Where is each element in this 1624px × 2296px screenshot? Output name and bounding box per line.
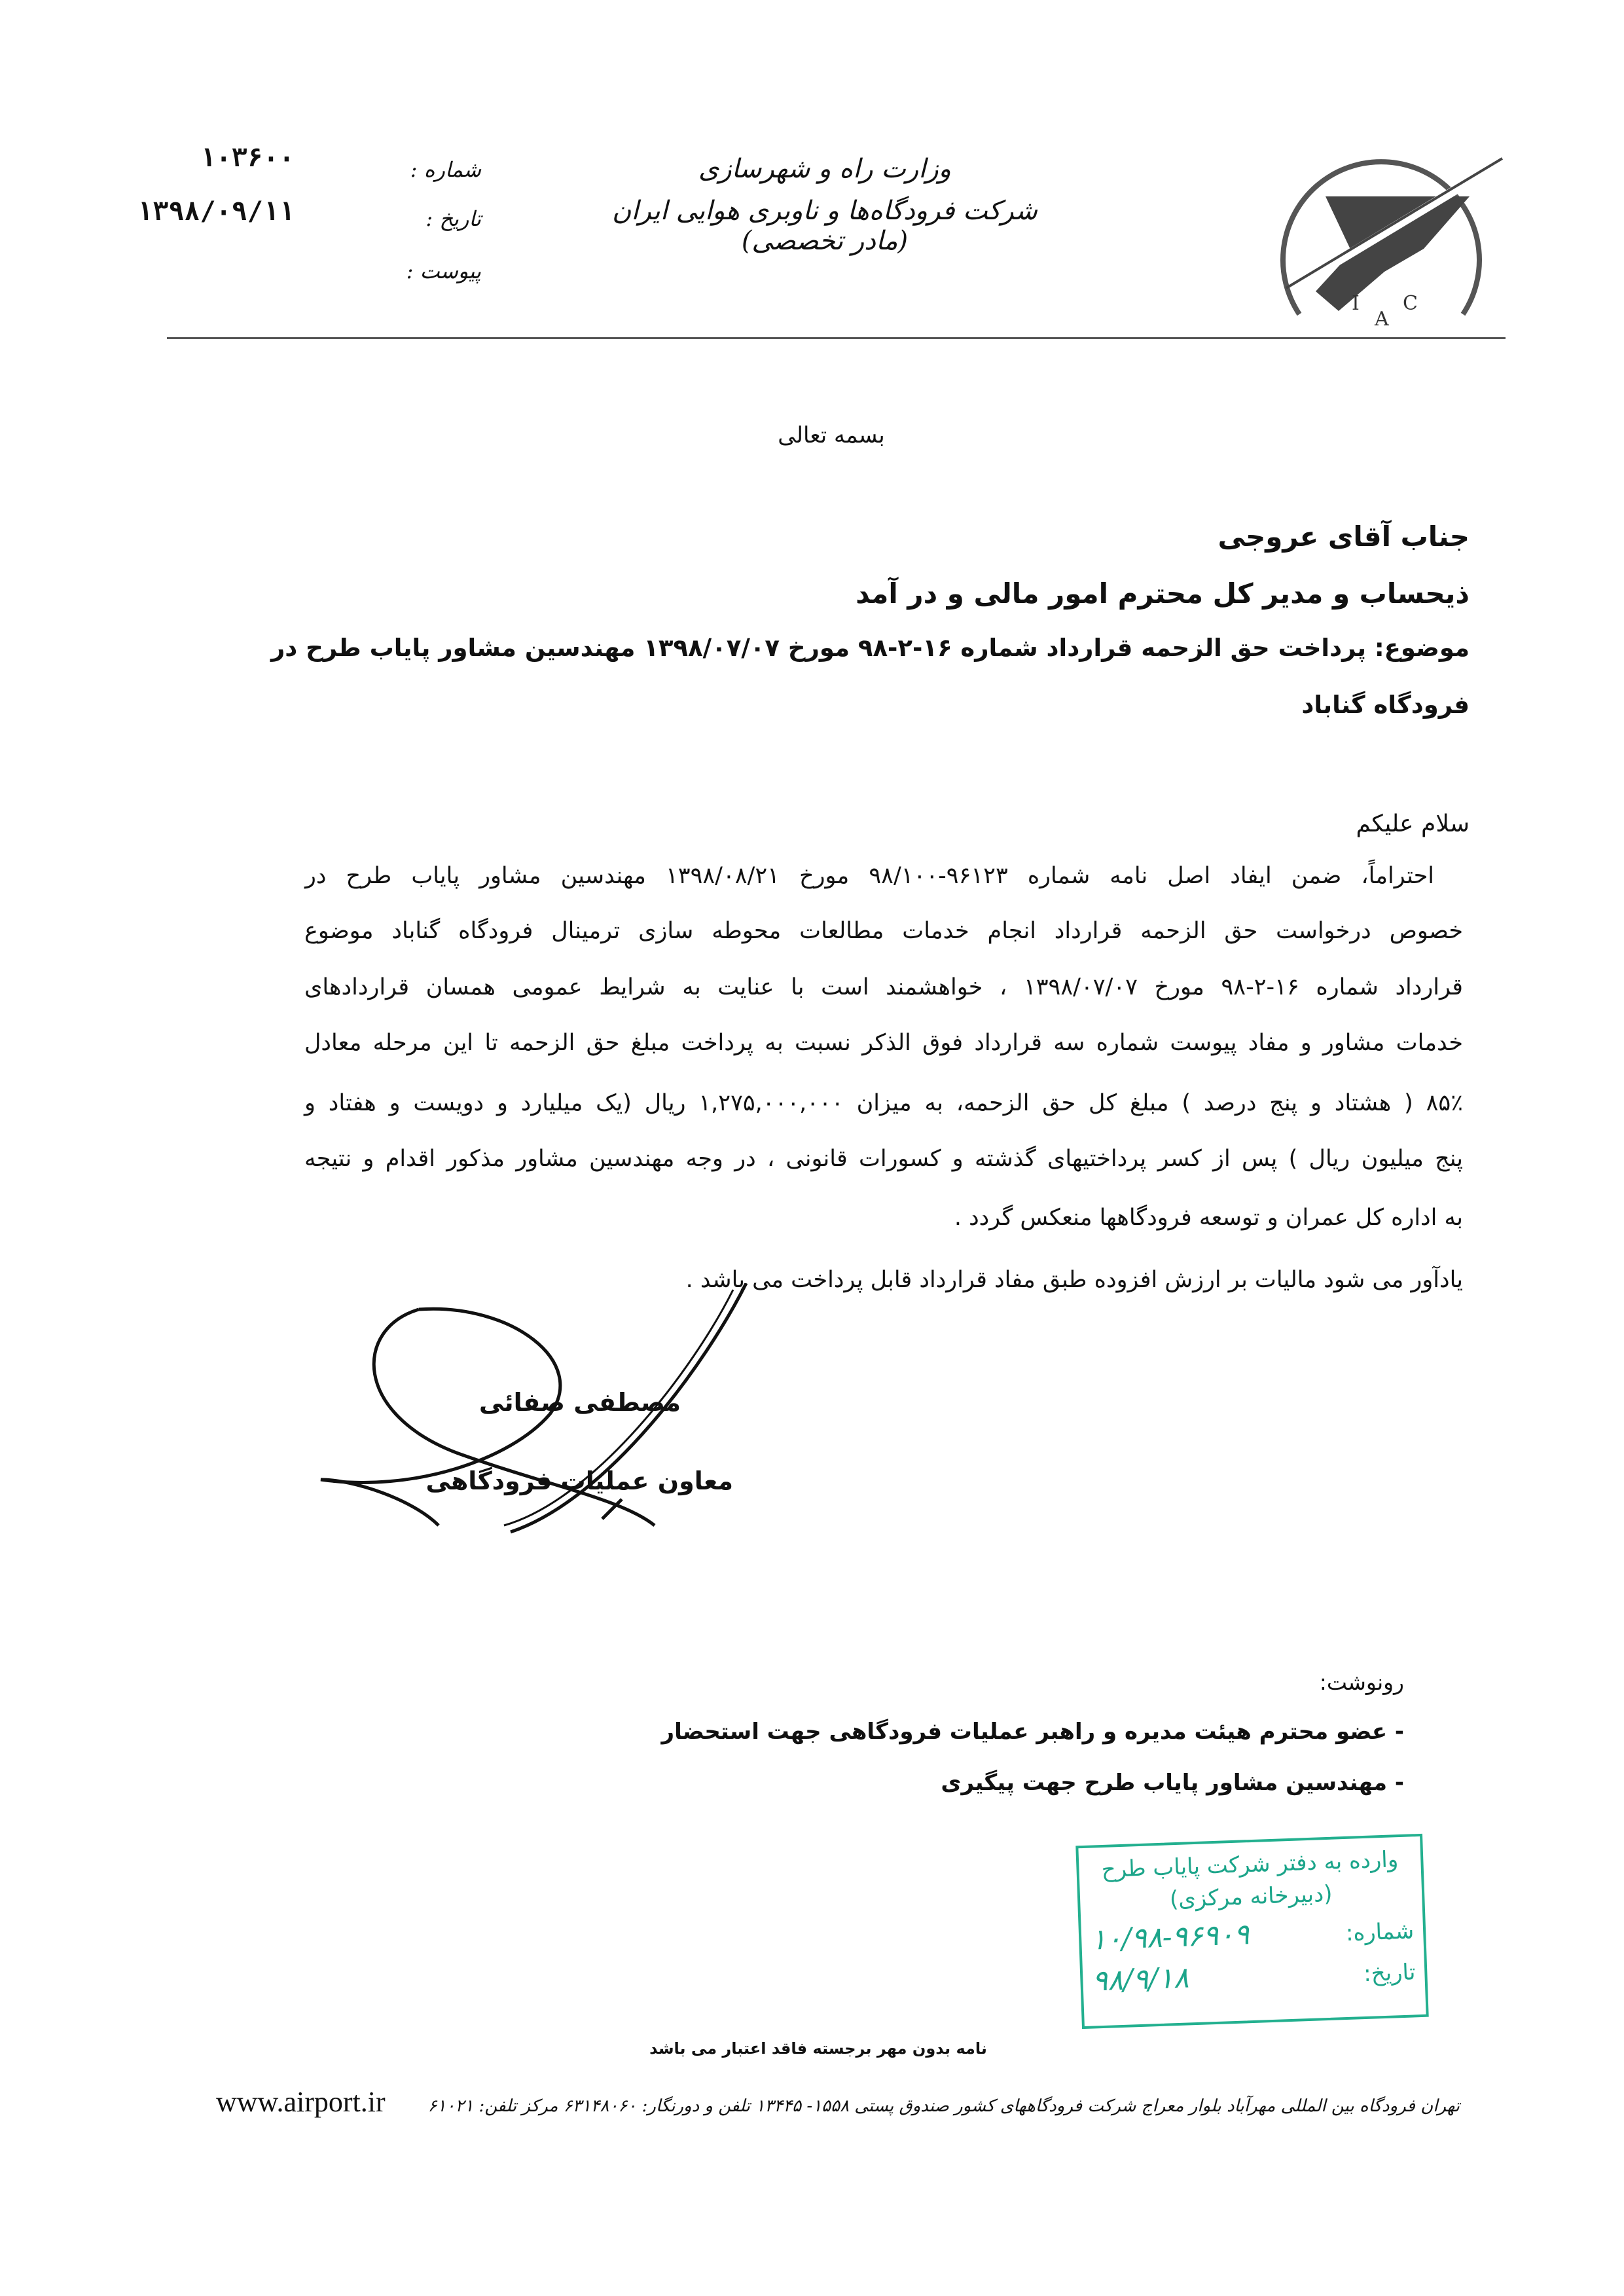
stamp-date-label: تاریخ: — [1363, 1959, 1416, 1988]
company-name: شرکت فرودگاه‌ها و ناوبری هوایی ایران (مادر تخصصی) — [612, 196, 1038, 256]
body-line: ۸۵٪ ( هشتاد و پنج درصد ) مبلغ کل حق الزحمه، به میزان ۱,۲۷۵,۰۰۰,۰۰۰ ریال (یک میلیارد و دویست و هفتاد و — [304, 1090, 1463, 1116]
ministry-name: وزارت راه و شهرسازی — [698, 154, 951, 184]
validity-note: نامه بدون مهر برجسته فاقد اعتبار می باشد — [649, 2039, 987, 2058]
bismillah: بسمه تعالی — [778, 422, 885, 448]
iac-logo — [1254, 134, 1509, 334]
cc-title: رونوشت: — [1319, 1669, 1404, 1695]
letterhead — [589, 154, 1060, 256]
svg-text:C: C — [1403, 292, 1418, 315]
received-stamp — [1075, 1834, 1428, 2029]
svg-text:I: I — [1352, 292, 1360, 315]
stamp-line: وارده به دفتر شرکت پایاب طرح — [1101, 1846, 1399, 1883]
stamp-date: ۹۸/۹/۱۸ — [1091, 1961, 1190, 1998]
letter-number: ۱۰۳۶۰۰ — [200, 143, 295, 173]
stamp-line: (دبیرخانه مرکزی) — [1169, 1881, 1333, 1913]
header-divider — [167, 337, 1506, 339]
body-line: پنج میلیون ریال ) پس از کسر پرداختیهای گذشته و کسورات قانونی ، در وجه مهندسین مشاور مذکور اقدام و نتیجه — [304, 1146, 1463, 1172]
subject-line-continued: فرودگاه گناباد — [1301, 691, 1470, 719]
footer-address-bar — [216, 2085, 1460, 2119]
addressee-title: ذیحساب و مدیر کل محترم امور مالی و در آمد — [856, 577, 1470, 610]
stamp-number: ۱۰/۹۸-۹۶۹۰۹ — [1090, 1917, 1250, 1957]
footer-address: تهران فرودگاه بین المللی مهرآباد بلوار معراج شرکت فرودگاههای کشور صندوق پستی ۱۵۵۸- ۱۳۴۴۵ تلفن و دورنگار: ۶۳۱۴۸۰۶۰ مرکز تلفن: ۶۱۰۲۱ — [427, 2096, 1460, 2116]
date-label: تاریخ : — [425, 206, 481, 231]
letter-date: ۱۳۹۸/۰۹/۱۱ — [137, 196, 295, 227]
subject-line: موضوع: پرداخت حق الزحمه قرارداد شماره ۱۶-۲-۹۸ مورخ ۱۳۹۸/۰۷/۰۷ مهندسین مشاور پایاب طرح در — [271, 634, 1470, 662]
svg-text:A: A — [1375, 308, 1389, 331]
attachment-label: پیوست : — [406, 259, 481, 283]
cc-item: - عضو محترم هیئت مدیره و راهبر عملیات فرودگاهی جهت استحضار — [661, 1719, 1404, 1745]
body-line: خصوص درخواست حق الزحمه قرارداد انجام خدمات مطالعات محوطه سازی ترمینال فرودگاه گناباد موضوع — [304, 918, 1463, 944]
body-line: به اداره کل عمران و توسعه فرودگاهها منعکس گردد . — [954, 1205, 1463, 1231]
body-line: خدمات مشاور و مفاد پیوست شماره سه قرارداد فوق الذکر نسبت به پرداخت مبلغ حق الزحمه تا این مرحله معادل — [304, 1030, 1463, 1056]
vat-note: یادآور می شود مالیات بر ارزش افزوده طبق مفاد قرارداد قابل پرداخت می باشد . — [685, 1267, 1463, 1293]
body-line: قرارداد شماره ۱۶-۲-۹۸ مورخ ۱۳۹۸/۰۷/۰۷ ، خواهشمند است با عنایت به شرایط عمومی همسان قراردادهای — [304, 974, 1464, 1000]
body-line: احتراماً، ضمن ایفاد اصل نامه شماره ۹۶۱۲۳-۹۸/۱۰۰ مورخ ۱۳۹۸/۰۸/۲۱ مهندسین مشاور پایاب طرح در — [305, 863, 1434, 889]
cc-item: - مهندسین مشاور پایاب طرح جهت پیگیری — [941, 1770, 1404, 1796]
signatory-name: مصطفی صفائی — [478, 1388, 681, 1417]
website-link[interactable]: www.airport.ir — [216, 2086, 386, 2118]
signatory-title: معاون عملیات فرودگاهی — [425, 1467, 733, 1495]
greeting: سلام علیکم — [1356, 811, 1470, 837]
number-label: شماره : — [410, 157, 481, 182]
addressee-name: جناب آقای عروجی — [1218, 520, 1470, 553]
stamp-number-label: شماره: — [1345, 1917, 1415, 1946]
